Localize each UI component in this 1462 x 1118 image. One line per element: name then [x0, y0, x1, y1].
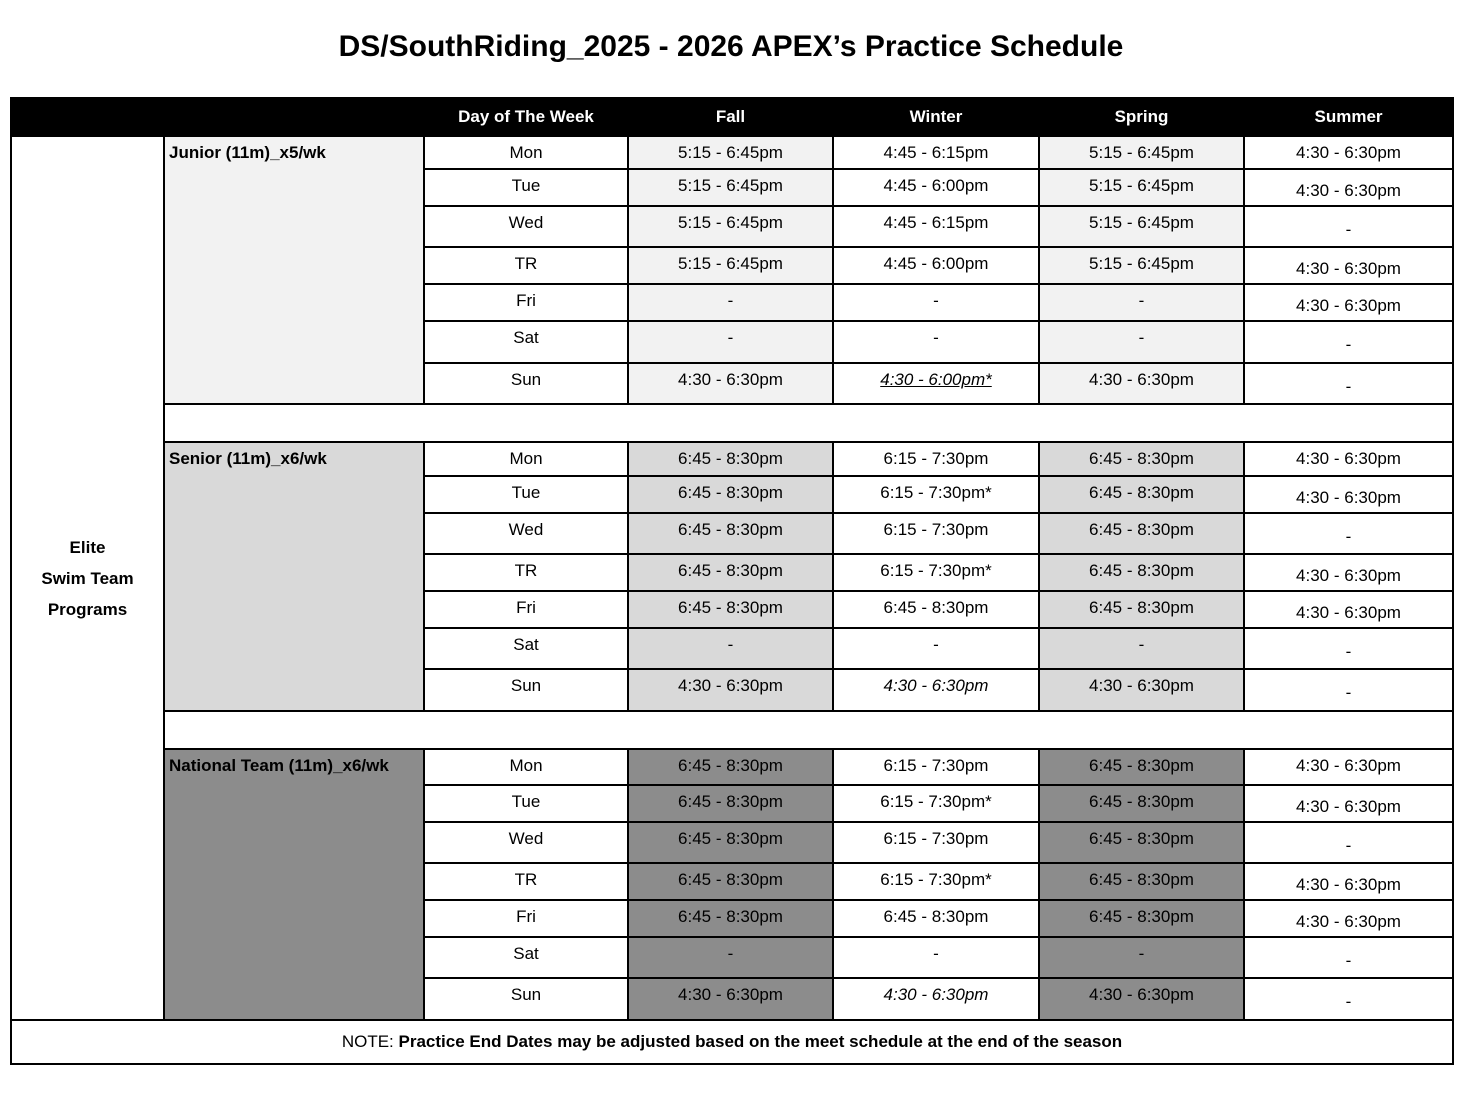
winter-time-cell: 6:15 - 7:30pm	[833, 822, 1039, 863]
header-row	[11, 98, 1453, 136]
spring-time-cell: 6:45 - 8:30pm	[1039, 822, 1244, 863]
winter-time-cell: 6:15 - 7:30pm*	[833, 785, 1039, 822]
winter-time-cell	[833, 669, 1039, 711]
program-label	[11, 136, 164, 1020]
day-cell: Mon	[424, 442, 628, 476]
spring-time-cell: 6:45 - 8:30pm	[1039, 749, 1244, 785]
spring-time-cell: 6:45 - 8:30pm	[1039, 442, 1244, 476]
spring-time-cell: 4:30 - 6:30pm	[1039, 669, 1244, 711]
spring-time-cell: 4:30 - 6:30pm	[1039, 363, 1244, 404]
fall-time-cell: -	[628, 628, 833, 669]
winter-time-cell: 6:45 - 8:30pm	[833, 900, 1039, 937]
day-cell: Sat	[424, 937, 628, 978]
day-cell: Sat	[424, 321, 628, 363]
summer-time-cell: -	[1244, 822, 1453, 863]
winter-time-cell: 4:45 - 6:15pm	[833, 206, 1039, 247]
winter-time-cell: -	[833, 937, 1039, 978]
header-group	[164, 98, 424, 136]
spring-time-cell: 5:15 - 6:45pm	[1039, 206, 1244, 247]
header-day: Day of The Week	[424, 98, 628, 136]
spring-time-cell: 6:45 - 8:30pm	[1039, 476, 1244, 513]
summer-time-cell: 4:30 - 6:30pm	[1244, 749, 1453, 785]
day-cell: TR	[424, 554, 628, 591]
summer-time-cell: 4:30 - 6:30pm	[1244, 591, 1453, 628]
winter-time-cell: 4:45 - 6:00pm	[833, 247, 1039, 284]
fall-time-cell: 6:45 - 8:30pm	[628, 900, 833, 937]
spring-time-cell: -	[1039, 321, 1244, 363]
fall-time-cell: 4:30 - 6:30pm	[628, 669, 833, 711]
day-cell: Tue	[424, 785, 628, 822]
summer-time-cell: 4:30 - 6:30pm	[1244, 136, 1453, 169]
summer-time-cell: 4:30 - 6:30pm	[1244, 247, 1453, 284]
header-program	[11, 98, 164, 136]
summer-time-cell: 4:30 - 6:30pm	[1244, 442, 1453, 476]
fall-time-cell: 6:45 - 8:30pm	[628, 442, 833, 476]
program-label-line: Elite	[69, 537, 106, 557]
page-title: DS/SouthRiding_2025 - 2026 APEX’s Practice Schedule	[338, 30, 1124, 63]
header-winter: Winter	[833, 98, 1039, 136]
summer-time-cell: -	[1244, 321, 1453, 363]
day-cell: Mon	[424, 136, 628, 169]
winter-time-cell: 6:15 - 7:30pm	[833, 749, 1039, 785]
day-cell: Wed	[424, 822, 628, 863]
fall-time-cell: 5:15 - 6:45pm	[628, 136, 833, 169]
fall-time-cell: 6:45 - 8:30pm	[628, 822, 833, 863]
header-fall: Fall	[628, 98, 833, 136]
day-cell: Mon	[424, 749, 628, 785]
winter-time-cell: 4:45 - 6:00pm	[833, 169, 1039, 206]
note-text: Practice End Dates may be adjusted based on the meet schedule at the end of the season	[398, 1032, 1123, 1051]
summer-time-cell: -	[1244, 206, 1453, 247]
summer-time-cell: -	[1244, 513, 1453, 554]
summer-time-cell: 4:30 - 6:30pm	[1244, 900, 1453, 937]
note-prefix: NOTE:	[341, 1032, 399, 1051]
winter-time-cell: -	[833, 284, 1039, 321]
winter-time-cell: 6:15 - 7:30pm	[833, 442, 1039, 476]
spring-time-cell: 6:45 - 8:30pm	[1039, 554, 1244, 591]
spring-time-cell: 6:45 - 8:30pm	[1039, 513, 1244, 554]
note-row	[11, 1020, 1453, 1064]
group-spacer-row	[11, 404, 1453, 442]
table-row	[11, 749, 1453, 785]
spring-time-cell: -	[1039, 284, 1244, 321]
winter-time-text: 4:30 - 6:30pm	[883, 985, 989, 1004]
day-cell: Sun	[424, 363, 628, 404]
fall-time-cell: 6:45 - 8:30pm	[628, 554, 833, 591]
practice-schedule-table	[10, 97, 1454, 1065]
winter-time-cell	[833, 978, 1039, 1020]
fall-time-cell: 6:45 - 8:30pm	[628, 513, 833, 554]
group-name: National Team (11m)_x6/wk	[164, 749, 424, 1020]
winter-time-cell: 6:15 - 7:30pm*	[833, 863, 1039, 900]
header-summer: Summer	[1244, 98, 1453, 136]
winter-time-cell: 6:45 - 8:30pm	[833, 591, 1039, 628]
spring-time-cell: 6:45 - 8:30pm	[1039, 900, 1244, 937]
header-spring: Spring	[1039, 98, 1244, 136]
fall-time-cell: 6:45 - 8:30pm	[628, 749, 833, 785]
day-cell: Sun	[424, 978, 628, 1020]
note	[11, 1020, 1453, 1064]
day-cell: Sun	[424, 669, 628, 711]
day-cell: Wed	[424, 513, 628, 554]
day-cell: Sat	[424, 628, 628, 669]
program-label-line: Swim Team	[41, 568, 134, 588]
group-name: Junior (11m)_x5/wk	[164, 136, 424, 404]
summer-time-cell: -	[1244, 363, 1453, 404]
table-row	[11, 136, 1453, 169]
day-cell: TR	[424, 863, 628, 900]
table-row	[11, 442, 1453, 476]
winter-time-cell	[833, 363, 1039, 404]
fall-time-cell: 5:15 - 6:45pm	[628, 247, 833, 284]
fall-time-cell: 4:30 - 6:30pm	[628, 978, 833, 1020]
winter-time-cell: 6:15 - 7:30pm*	[833, 554, 1039, 591]
winter-time-text: 4:30 - 6:30pm	[883, 676, 989, 695]
program-label-line: Programs	[47, 599, 128, 619]
winter-time-cell: 4:45 - 6:15pm	[833, 136, 1039, 169]
winter-time-cell: 6:15 - 7:30pm*	[833, 476, 1039, 513]
fall-time-cell: -	[628, 321, 833, 363]
summer-time-cell: -	[1244, 978, 1453, 1020]
summer-time-cell: -	[1244, 937, 1453, 978]
summer-time-cell: 4:30 - 6:30pm	[1244, 554, 1453, 591]
summer-time-cell: 4:30 - 6:30pm	[1244, 476, 1453, 513]
fall-time-cell: 6:45 - 8:30pm	[628, 785, 833, 822]
summer-time-cell: 4:30 - 6:30pm	[1244, 169, 1453, 206]
summer-time-cell: 4:30 - 6:30pm	[1244, 785, 1453, 822]
winter-time-cell: 6:15 - 7:30pm	[833, 513, 1039, 554]
spring-time-cell: 5:15 - 6:45pm	[1039, 136, 1244, 169]
fall-time-cell: 6:45 - 8:30pm	[628, 863, 833, 900]
spring-time-cell: -	[1039, 628, 1244, 669]
spring-time-cell: 5:15 - 6:45pm	[1039, 247, 1244, 284]
spring-time-cell: -	[1039, 937, 1244, 978]
day-cell: Tue	[424, 169, 628, 206]
day-cell: Fri	[424, 900, 628, 937]
summer-time-cell: 4:30 - 6:30pm	[1244, 863, 1453, 900]
summer-time-cell: -	[1244, 628, 1453, 669]
fall-time-cell: 6:45 - 8:30pm	[628, 476, 833, 513]
day-cell: Fri	[424, 591, 628, 628]
day-cell: TR	[424, 247, 628, 284]
winter-time-cell: -	[833, 321, 1039, 363]
day-cell: Tue	[424, 476, 628, 513]
fall-time-cell: 5:15 - 6:45pm	[628, 206, 833, 247]
fall-time-cell: -	[628, 284, 833, 321]
day-cell: Fri	[424, 284, 628, 321]
spring-time-cell: 6:45 - 8:30pm	[1039, 863, 1244, 900]
group-spacer	[164, 404, 1453, 442]
summer-time-cell: -	[1244, 669, 1453, 711]
group-spacer	[164, 711, 1453, 749]
summer-time-cell: 4:30 - 6:30pm	[1244, 284, 1453, 321]
winter-time-cell: -	[833, 628, 1039, 669]
fall-time-cell: -	[628, 937, 833, 978]
group-name: Senior (11m)_x6/wk	[164, 442, 424, 711]
group-spacer-row	[11, 711, 1453, 749]
spring-time-cell: 6:45 - 8:30pm	[1039, 591, 1244, 628]
spring-time-cell: 4:30 - 6:30pm	[1039, 978, 1244, 1020]
day-cell: Wed	[424, 206, 628, 247]
fall-time-cell: 4:30 - 6:30pm	[628, 363, 833, 404]
winter-time-text: 4:30 - 6:00pm*	[880, 370, 992, 389]
spring-time-cell: 6:45 - 8:30pm	[1039, 785, 1244, 822]
spring-time-cell: 5:15 - 6:45pm	[1039, 169, 1244, 206]
fall-time-cell: 5:15 - 6:45pm	[628, 169, 833, 206]
fall-time-cell: 6:45 - 8:30pm	[628, 591, 833, 628]
